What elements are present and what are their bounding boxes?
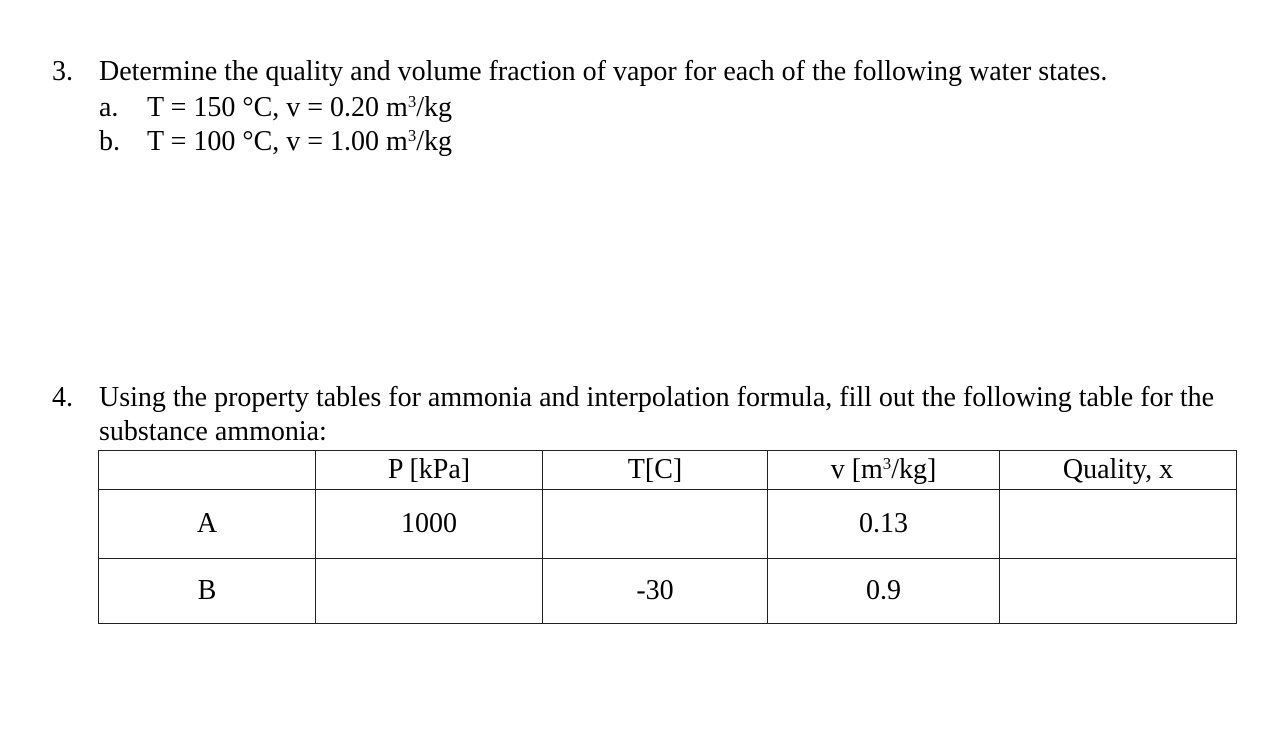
cell-state: B — [99, 559, 316, 624]
cell-volume[interactable]: 0.13 — [768, 490, 1000, 559]
item-a-text-unit: /kg — [416, 92, 453, 123]
header-volume-main: v [m — [830, 454, 883, 485]
item-b-text — [147, 125, 452, 159]
problem-4-number: 4. — [52, 382, 73, 413]
cell-quality[interactable] — [1000, 559, 1237, 624]
item-a-text-main: T = 150 °C, v = 0.20 m — [147, 92, 408, 123]
cell-temperature[interactable]: -30 — [543, 559, 768, 624]
cell-pressure[interactable]: 1000 — [316, 490, 543, 559]
problem-3-number: 3. — [52, 56, 73, 87]
problem-4-text: Using the property tables for ammonia and interpolation formula, fill out the following table for the substance ammonia: — [99, 382, 1215, 447]
header-blank — [99, 451, 316, 490]
item-b-text-main: T = 100 °C, v = 1.00 m — [147, 126, 408, 157]
cell-volume[interactable]: 0.9 — [768, 559, 1000, 624]
table-row — [99, 559, 1237, 624]
header-quality: Quality, x — [1000, 451, 1237, 490]
header-temperature: T[C] — [543, 451, 768, 490]
problem-3-item-b — [99, 125, 1232, 159]
table-header-row — [99, 451, 1237, 490]
problem-3-text: Determine the quality and volume fraction of vapor for each of the following water states. — [99, 56, 1108, 87]
cell-quality[interactable] — [1000, 490, 1237, 559]
header-volume-unit: /kg] — [891, 454, 937, 485]
item-a-exponent: 3 — [407, 91, 417, 111]
item-a-text — [147, 91, 452, 125]
problem-3-subitems — [99, 91, 1232, 159]
problem-3-item-a — [99, 91, 1232, 125]
item-a-label: a. — [99, 92, 119, 123]
header-specific-volume — [768, 451, 1000, 490]
cell-temperature[interactable] — [543, 490, 768, 559]
cell-pressure[interactable] — [316, 559, 543, 624]
problem-4 — [52, 381, 1242, 449]
item-b-label: b. — [99, 126, 120, 157]
cell-state: A — [99, 490, 316, 559]
problem-3 — [52, 55, 1232, 159]
ammonia-properties-table — [98, 450, 1237, 624]
item-b-text-unit: /kg — [416, 126, 453, 157]
header-volume-exponent: 3 — [882, 453, 892, 473]
header-pressure: P [kPa] — [316, 451, 543, 490]
item-b-exponent: 3 — [407, 125, 417, 145]
table-row — [99, 490, 1237, 559]
